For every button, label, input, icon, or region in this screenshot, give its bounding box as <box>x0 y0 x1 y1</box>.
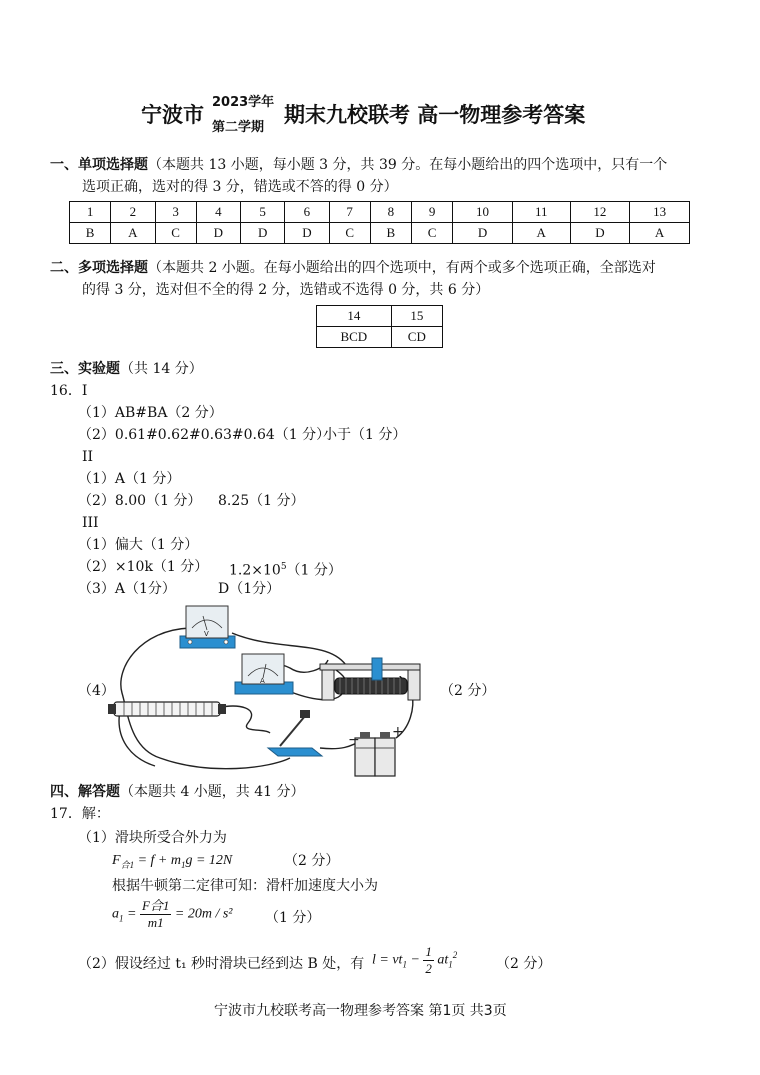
table-cell: 13 <box>630 202 690 223</box>
q16-i-2a: （2）0.61#0.62#0.63#0.64（1 分） <box>78 427 331 443</box>
table-cell: BCD <box>317 327 392 348</box>
table-cell: 12 <box>570 202 630 223</box>
table-cell: 15 <box>391 306 442 327</box>
q16-iii-label: III <box>82 515 99 531</box>
table-cell: 8 <box>370 202 411 223</box>
table-cell: D <box>241 223 285 244</box>
table-cell: 7 <box>329 202 370 223</box>
single-choice-answer-table <box>69 201 690 244</box>
section2-heading: 二、多项选择题 <box>50 260 148 276</box>
table-cell: CD <box>391 327 442 348</box>
section3-score: （共 14 分） <box>120 361 203 377</box>
table-cell: C <box>155 223 196 244</box>
table-cell: D <box>453 223 513 244</box>
section3-heading: 三、实验题 <box>50 361 120 377</box>
battery-minus-label: − <box>348 732 360 748</box>
q16-i-1: （1）AB#BA（2 分） <box>78 405 223 421</box>
q17-eq3-score: （2 分） <box>496 956 552 972</box>
fraction-half: $\frac{1}{2}$ <box>425 944 432 976</box>
q16-ii-2a: （2）8.00（1 分） <box>78 493 202 509</box>
table-cell: D <box>285 223 329 244</box>
table-cell: 1 <box>70 202 111 223</box>
section1-desc2: 选项正确，选对的得 3 分，错选或不答的得 0 分） <box>82 179 398 195</box>
table-cell: D <box>570 223 630 244</box>
section1-line1 <box>50 155 667 175</box>
resistor-icon <box>108 702 226 716</box>
table-cell: 14 <box>317 306 392 327</box>
circuit-diagram <box>100 598 440 783</box>
section2-desc2: 的得 3 分，选对但不全的得 2 分，选错或不选得 0 分，共 6 分） <box>82 282 490 298</box>
svg-text:V: V <box>204 630 209 638</box>
table-cell: C <box>329 223 370 244</box>
q16-ii-2b: 8.25（1 分） <box>218 493 305 509</box>
table-cell: A <box>512 223 570 244</box>
q16-iii-4: （4） <box>78 683 115 699</box>
section2-line1 <box>50 258 656 278</box>
table-row <box>70 202 690 223</box>
section4-heading: 四、解答题 <box>50 784 120 800</box>
multi-choice-answer-table <box>316 305 443 348</box>
title-rest: 期末九校联考 高一物理参考答案 <box>284 103 586 127</box>
table-cell: A <box>111 223 155 244</box>
table-row <box>70 223 690 244</box>
table-cell: D <box>196 223 240 244</box>
fraction-denominator: m1 <box>147 915 164 930</box>
q16-iii-3b: D（1分） <box>218 581 281 597</box>
q16-ii-label: II <box>82 449 94 465</box>
section4-desc: （本题共 4 小题，共 41 分） <box>120 784 305 800</box>
q16-iii-4-score: （2 分） <box>440 683 496 699</box>
table-cell: 10 <box>453 202 513 223</box>
q17-p1: （1）滑块所受合外力为 <box>78 830 227 846</box>
q17-eq2-score: （1 分） <box>265 910 321 926</box>
table-row <box>317 327 443 348</box>
title-year: 2023学年 <box>212 95 275 110</box>
table-cell: 4 <box>196 202 240 223</box>
q17-eq2: $a_1$ = $\frac{\text{F合1}}{m1}$ = 20m / s² <box>112 898 233 930</box>
q17-number: 17．解： <box>50 806 110 822</box>
q17-p3: （2）假设经过 t₁ 秒时滑块已经到达 B 处，有 <box>78 956 365 972</box>
page-footer: 宁波市九校联考高一物理参考答案 第1页 共3页 <box>214 1003 507 1019</box>
svg-text:A: A <box>260 677 265 685</box>
table-row <box>317 306 443 327</box>
value-base: 1.2×10 <box>229 562 281 579</box>
q17-p2: 根据牛顿第二定律可知：滑杆加速度大小为 <box>112 878 378 894</box>
battery-plus-label: + <box>392 724 404 740</box>
q16-iii-2b <box>229 557 342 581</box>
section1-heading: 一、单项选择题 <box>50 157 148 173</box>
q17-eq1-score: （2 分） <box>284 853 340 869</box>
table-cell: C <box>412 223 453 244</box>
rheostat-icon <box>320 658 420 700</box>
fraction-numerator: F合1 <box>141 898 170 913</box>
section4-line <box>50 782 305 802</box>
q16-i-2b: 小于（1 分） <box>323 427 407 443</box>
section3-line <box>50 359 203 379</box>
table-cell: 5 <box>241 202 285 223</box>
value-exponent: 5 <box>280 562 287 572</box>
q16-number: 16．I <box>50 383 88 399</box>
q16-ii-1: （1）A（1 分） <box>78 471 181 487</box>
battery-icon <box>355 732 395 776</box>
table-cell: A <box>630 223 690 244</box>
q16-iii-2a: （2）×10k（1 分） <box>78 559 209 575</box>
voltmeter-icon <box>180 606 235 648</box>
title-city: 宁波市 <box>141 103 204 127</box>
section2-desc1: （本题共 2 小题。在每小题给出的四个选项中，有两个或多个选项正确，全部选对 <box>148 260 656 276</box>
table-cell: B <box>370 223 411 244</box>
table-cell: 9 <box>412 202 453 223</box>
section1-desc1: （本题共 13 小题，每小题 3 分，共 39 分。在每小题给出的四个选项中，只有一个 <box>148 157 668 173</box>
ammeter-icon <box>235 654 293 694</box>
q16-iii-1: （1）偏大（1 分） <box>78 537 199 553</box>
eq2-rest: = 20m / s² <box>174 906 233 922</box>
title-term: 第二学期 <box>212 120 265 135</box>
fraction <box>140 898 171 931</box>
table-cell: 2 <box>111 202 155 223</box>
switch-icon <box>268 710 322 756</box>
table-cell: 3 <box>155 202 196 223</box>
q16-iii-3a: （3）A（1分） <box>78 581 176 597</box>
table-cell: B <box>70 223 111 244</box>
table-cell: 6 <box>285 202 329 223</box>
table-cell: 11 <box>512 202 570 223</box>
value-score: （1 分） <box>286 562 342 579</box>
q17-eq3: $l = vt_1$ − $\frac{1}{2}$ $at_1^2$ <box>372 944 458 976</box>
q17-eq1: $F_{合1} = f + m_1g = 12N$ <box>112 853 233 870</box>
